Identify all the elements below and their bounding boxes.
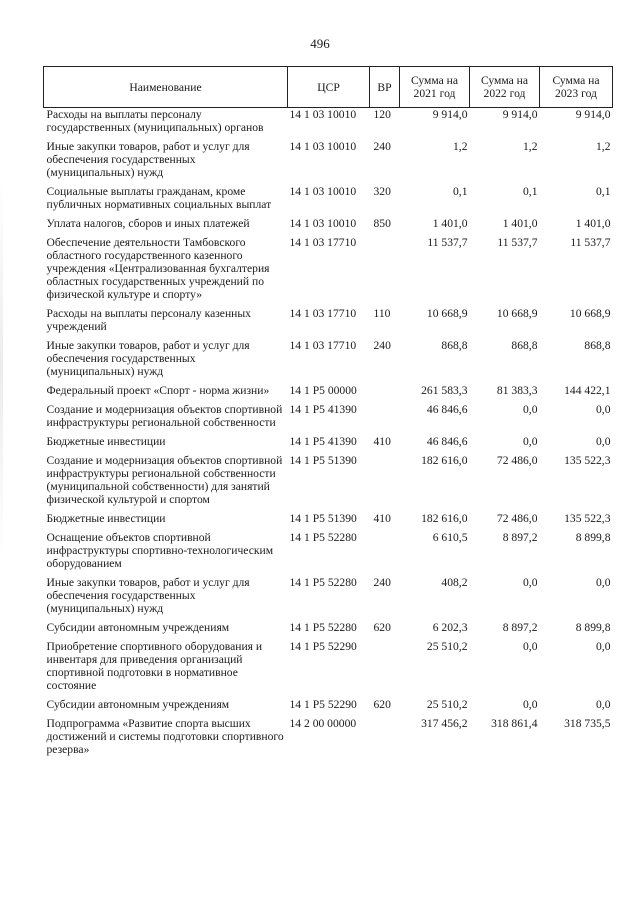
row-name: Расходы на выплаты персоналу государственных (муниципальных) органов xyxy=(46,108,264,134)
table-row xyxy=(44,217,613,236)
table-row xyxy=(44,307,613,339)
row-sum-2022: 9 914,0 xyxy=(502,108,538,121)
row-csr: 14 1 P5 51390 xyxy=(289,454,357,467)
row-csr: 14 1 P5 52290 xyxy=(289,640,357,653)
row-vr: 110 xyxy=(373,307,391,320)
row-vr xyxy=(370,236,400,307)
row-sum-2023: 8 899,8 xyxy=(575,531,611,544)
row-sum-2023: 318 735,5 xyxy=(564,717,611,730)
row-sum-2021: 10 668,9 xyxy=(426,307,468,320)
table-row xyxy=(44,698,613,717)
row-sum-2022: 0,0 xyxy=(523,435,538,448)
row-sum-2021: 261 583,3 xyxy=(421,384,468,397)
row-sum-2022: 0,0 xyxy=(523,576,538,589)
row-vr xyxy=(370,403,400,435)
row-csr: 14 1 03 17710 xyxy=(289,236,357,249)
row-sum-2021: 11 537,7 xyxy=(427,236,468,249)
header-2022: Сумма на 2022 год xyxy=(470,67,540,108)
row-sum-2022: 868,8 xyxy=(511,339,538,352)
row-name: Создание и модернизация объектов спортивной инфраструктуры региональной собственности xyxy=(46,403,283,429)
row-csr: 14 1 03 10010 xyxy=(289,140,357,153)
row-sum-2021: 46 846,6 xyxy=(426,403,468,416)
row-name: Расходы на выплаты персоналу казенных учреждений xyxy=(46,307,251,333)
row-sum-2023: 10 668,9 xyxy=(569,307,611,320)
row-sum-2022: 0,0 xyxy=(523,403,538,416)
row-sum-2022: 72 486,0 xyxy=(496,454,538,467)
row-vr xyxy=(370,384,400,403)
row-sum-2022: 8 897,2 xyxy=(502,621,538,634)
page-number: 496 xyxy=(310,36,330,51)
table-row xyxy=(44,640,613,698)
row-csr: 14 1 P5 51390 xyxy=(289,512,357,525)
scan-edge-shadow xyxy=(0,180,3,560)
header-2023: Сумма на 2023 год xyxy=(540,67,613,108)
row-vr: 320 xyxy=(373,185,391,198)
row-sum-2023: 868,8 xyxy=(584,339,611,352)
table-row xyxy=(44,512,613,531)
row-sum-2021: 182 616,0 xyxy=(421,512,468,525)
row-sum-2023: 0,0 xyxy=(596,403,611,416)
row-sum-2022: 10 668,9 xyxy=(496,307,538,320)
row-sum-2021: 1 401,0 xyxy=(432,217,468,230)
row-vr: 620 xyxy=(373,621,391,634)
header-csr: ЦСР xyxy=(288,67,370,108)
row-sum-2023: 135 522,3 xyxy=(564,512,611,525)
row-sum-2023: 8 899,8 xyxy=(575,621,611,634)
table-row xyxy=(44,454,613,512)
row-csr: 14 1 P5 52280 xyxy=(289,531,357,544)
header-vr: ВР xyxy=(370,67,400,108)
row-sum-2021: 868,8 xyxy=(441,339,468,352)
row-name: Создание и модернизация объектов спортивной инфраструктуры региональной собственности (муниципальной собственности) для занятий физической культурой и спортом xyxy=(46,454,283,506)
row-vr: 240 xyxy=(373,140,391,153)
row-name: Субсидии автономным учреждениям xyxy=(46,621,230,634)
row-sum-2023: 0,1 xyxy=(596,185,611,198)
row-sum-2023: 1,2 xyxy=(596,140,611,153)
table-row xyxy=(44,140,613,185)
row-name: Уплата налогов, сборов и иных платежей xyxy=(46,217,250,230)
row-sum-2021: 0,1 xyxy=(453,185,468,198)
row-sum-2022: 11 537,7 xyxy=(497,236,538,249)
budget-table xyxy=(43,66,613,762)
table-row xyxy=(44,108,613,141)
table-header-row xyxy=(44,67,613,108)
row-sum-2021: 25 510,2 xyxy=(426,698,468,711)
row-name: Федеральный проект «Спорт - норма жизни» xyxy=(46,384,270,397)
row-name: Социальные выплаты гражданам, кроме публичных нормативных социальных выплат xyxy=(46,185,272,211)
row-sum-2022: 1,2 xyxy=(523,140,538,153)
row-csr: 14 1 P5 52280 xyxy=(289,576,357,589)
row-name: Бюджетные инвестиции xyxy=(46,435,166,448)
table-row xyxy=(44,717,613,762)
row-csr: 14 1 03 17710 xyxy=(289,339,357,352)
row-sum-2021: 408,2 xyxy=(441,576,468,589)
row-sum-2023: 11 537,7 xyxy=(570,236,611,249)
table-row xyxy=(44,403,613,435)
row-name: Оснащение объектов спортивной инфраструктуры спортивно-технологическим оборудованием xyxy=(46,531,274,570)
table-row xyxy=(44,339,613,384)
row-csr: 14 1 P5 00000 xyxy=(289,384,357,397)
table-row xyxy=(44,576,613,621)
row-sum-2022: 0,1 xyxy=(523,185,538,198)
row-csr: 14 1 03 10010 xyxy=(289,108,357,121)
row-sum-2022: 8 897,2 xyxy=(502,531,538,544)
row-vr: 240 xyxy=(373,339,391,352)
row-sum-2023: 0,0 xyxy=(596,640,611,653)
row-sum-2023: 9 914,0 xyxy=(575,108,611,121)
row-sum-2021: 317 456,2 xyxy=(421,717,468,730)
row-csr: 14 2 00 00000 xyxy=(289,717,357,730)
row-name: Подпрограмма «Развитие спорта высших достижений и системы подготовки спортивного резерва» xyxy=(46,717,284,756)
table-row xyxy=(44,621,613,640)
table-row xyxy=(44,435,613,454)
row-csr: 14 1 03 10010 xyxy=(289,217,357,230)
row-vr: 850 xyxy=(373,217,391,230)
row-sum-2022: 1 401,0 xyxy=(502,217,538,230)
table-row xyxy=(44,185,613,217)
row-name: Бюджетные инвестиции xyxy=(46,512,166,525)
row-sum-2021: 182 616,0 xyxy=(421,454,468,467)
row-sum-2021: 6 610,5 xyxy=(432,531,468,544)
header-name: Наименование xyxy=(44,67,288,108)
row-sum-2022: 81 383,3 xyxy=(496,384,538,397)
row-vr xyxy=(370,531,400,576)
row-sum-2021: 25 510,2 xyxy=(426,640,468,653)
row-sum-2021: 1,2 xyxy=(453,140,468,153)
row-name: Иные закупки товаров, работ и услуг для обеспечения государственных (муниципальных) нужд xyxy=(46,576,250,615)
header-2021: Сумма на 2021 год xyxy=(400,67,470,108)
row-csr: 14 1 P5 41390 xyxy=(289,435,357,448)
row-vr: 120 xyxy=(373,108,391,121)
row-sum-2021: 6 202,3 xyxy=(432,621,468,634)
row-csr: 14 1 P5 52280 xyxy=(289,621,357,634)
row-name: Иные закупки товаров, работ и услуг для обеспечения государственных (муниципальных) нужд xyxy=(46,339,250,378)
row-name: Иные закупки товаров, работ и услуг для обеспечения государственных (муниципальных) нужд xyxy=(46,140,250,179)
row-sum-2022: 318 861,4 xyxy=(491,717,538,730)
row-sum-2021: 9 914,0 xyxy=(432,108,468,121)
row-sum-2021: 46 846,6 xyxy=(426,435,468,448)
row-sum-2023: 0,0 xyxy=(596,435,611,448)
row-vr xyxy=(370,454,400,512)
row-sum-2023: 144 422,1 xyxy=(564,384,611,397)
row-sum-2022: 0,0 xyxy=(523,640,538,653)
row-sum-2023: 135 522,3 xyxy=(564,454,611,467)
row-name: Обеспечение деятельности Тамбовского областного государственного казенного учреждения «Централизованная бухгалтерия областных государственных учреждений по физической культуре и спорту» xyxy=(46,236,270,301)
row-vr: 620 xyxy=(373,698,391,711)
row-csr: 14 1 03 17710 xyxy=(289,307,357,320)
row-sum-2022: 72 486,0 xyxy=(496,512,538,525)
row-vr: 240 xyxy=(373,576,391,589)
row-csr: 14 1 P5 52290 xyxy=(289,698,357,711)
row-vr: 410 xyxy=(373,435,391,448)
row-csr: 14 1 03 10010 xyxy=(289,185,357,198)
row-sum-2022: 0,0 xyxy=(523,698,538,711)
table-row xyxy=(44,384,613,403)
row-name: Субсидии автономным учреждениям xyxy=(46,698,230,711)
table-row xyxy=(44,236,613,307)
row-sum-2023: 0,0 xyxy=(596,576,611,589)
row-name: Приобретение спортивного оборудования и инвентаря для приведения организаций спортивной подготовки в нормативное состояние xyxy=(46,640,263,692)
row-csr: 14 1 P5 41390 xyxy=(289,403,357,416)
row-vr: 410 xyxy=(373,512,391,525)
row-sum-2023: 1 401,0 xyxy=(575,217,611,230)
row-vr xyxy=(370,717,400,762)
table-row xyxy=(44,531,613,576)
row-vr xyxy=(370,640,400,698)
row-sum-2023: 0,0 xyxy=(596,698,611,711)
